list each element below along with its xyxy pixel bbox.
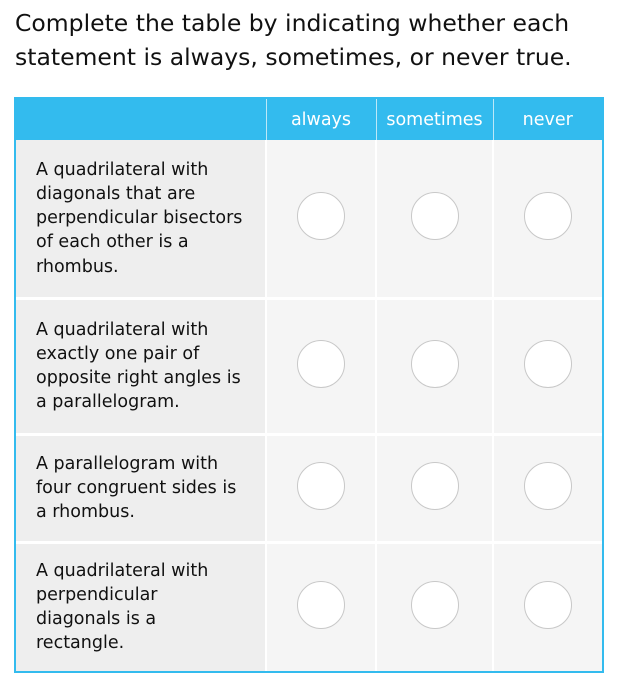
header-never: never [493,99,602,140]
statement-text: A quadrilateral with perpendicular diagonals is a rectangle. [36,560,209,654]
option-cell-never [493,434,602,542]
header-sometimes: sometimes [376,99,493,140]
radio-never-row-4[interactable] [524,581,572,629]
header-row [16,99,602,140]
radio-never-row-2[interactable] [524,340,572,388]
table-row [16,542,602,671]
radio-sometimes-row-3[interactable] [411,462,459,510]
statement-text: A parallelogram with four congruent sides is a rhombus. [36,453,237,523]
statement-cell [16,542,266,671]
header-corner-cell [16,99,266,140]
option-cell-sometimes [376,542,493,671]
answer-grid [16,99,602,671]
radio-sometimes-row-4[interactable] [411,581,459,629]
table-row [16,140,602,298]
instructions-text: Complete the table by indicating whether each statement is always, sometimes, or never true. [15,9,572,71]
option-cell-never [493,542,602,671]
statement-cell [16,140,266,298]
table-row [16,298,602,434]
radio-sometimes-row-2[interactable] [411,340,459,388]
header-always: always [266,99,376,140]
statement-cell [16,434,266,542]
radio-always-row-3[interactable] [297,462,345,510]
answer-table [14,97,604,673]
radio-never-row-1[interactable] [524,192,572,240]
radio-always-row-4[interactable] [297,581,345,629]
option-cell-never [493,298,602,434]
statement-text: A quadrilateral with diagonals that are perpendicular bisectors of each other is a rhombus. [36,159,243,277]
table-row [16,434,602,542]
option-cell-sometimes [376,140,493,298]
radio-sometimes-row-1[interactable] [411,192,459,240]
option-cell-always [266,542,376,671]
statement-cell [16,298,266,434]
statement-text: A quadrilateral with exactly one pair of opposite right angles is a parallelogram. [36,319,241,413]
option-cell-always [266,298,376,434]
radio-never-row-3[interactable] [524,462,572,510]
radio-always-row-2[interactable] [297,340,345,388]
option-cell-always [266,434,376,542]
radio-always-row-1[interactable] [297,192,345,240]
option-cell-sometimes [376,434,493,542]
option-cell-sometimes [376,298,493,434]
option-cell-never [493,140,602,298]
option-cell-always [266,140,376,298]
